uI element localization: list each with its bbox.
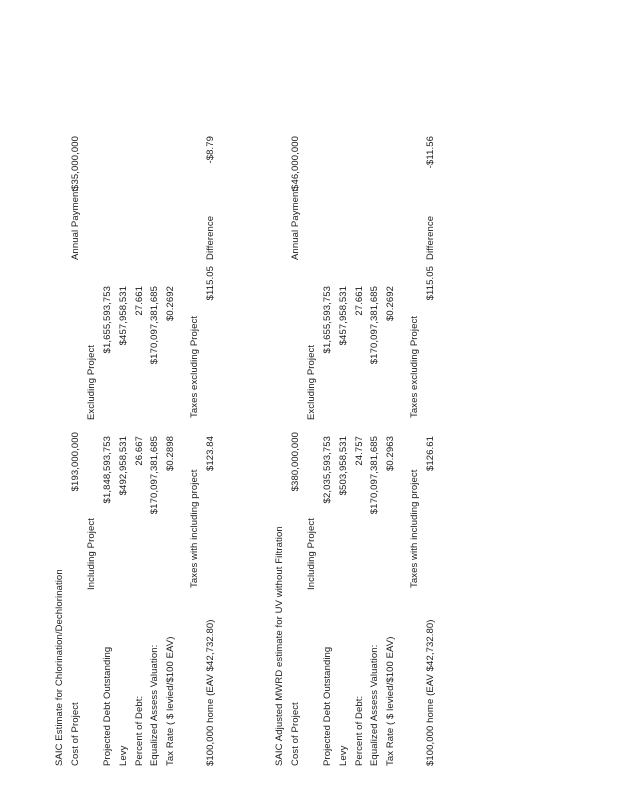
section1-home-label: $100,000 home (EAV $42,732.80) [205,619,216,766]
section2-row-excluding: $457,958,531 [338,286,349,346]
section2-row-excluding: $0.2692 [385,286,396,322]
section2-annual-payment-label: Annual Payment [290,188,301,260]
section2-row-label: Equalized Assess Valuation: [369,644,380,766]
section2-row-including: $170,097,381,685 [369,436,380,515]
section2-row-excluding: $1,655,593,753 [322,286,333,354]
section1-row-label: Equalized Assess Valuation: [149,644,160,766]
section1-row-including: $1,848,593,753 [102,436,113,504]
section1-annual-payment-value: $35,000,000 [70,136,81,190]
section2-row-excluding: 27.661 [354,286,365,316]
section2-home-label: $100,000 home (EAV $42,732.80) [425,619,436,766]
section1-row-including: 26.667 [134,436,145,466]
section1-row-excluding: $170,097,381,685 [149,286,160,365]
section2-taxes-excl-label: Taxes excluding Project [409,315,420,418]
section1-difference-label: Difference [205,215,216,260]
section2-difference-label: Difference [425,215,436,260]
section1-cost-value: $193,000,000 [70,432,81,492]
section1-row-excluding: $0.2692 [165,286,176,322]
section1-row-including: $170,097,381,685 [149,436,160,515]
section1-row-excluding: $1,655,593,753 [102,286,113,354]
section2-row-label: Tax Rate ( $ levied/$100 EAV) [385,636,396,766]
section2-cost-label: Cost of Project [290,702,301,766]
section2-difference-value: -$11.56 [425,136,436,169]
section1-taxes-excl-label: Taxes excluding Project [189,315,200,418]
section2-taxes-with-value: $126.61 [425,436,436,472]
section2-col-including: Including Project [306,518,317,590]
section1-difference-value: -$8.79 [205,136,216,164]
section1-row-label: Levy [118,745,129,766]
section2-taxes-with-label: Taxes with including project [409,469,420,588]
section1-row-excluding: 27.661 [134,286,145,316]
section2-row-label: Projected Debt Outstanding [322,646,333,766]
section2-row-label: Percent of Debt: [354,695,365,766]
section2-col-excluding: Excluding Project [306,344,317,420]
section1-taxes-with-value: $123.84 [205,436,216,472]
section2-title: SAIC Adjusted MWRD estimate for UV without Filtration [274,526,285,766]
section2-row-label: Levy [338,745,349,766]
section1-col-excluding: Excluding Project [86,344,97,420]
section1-row-including: $492,958,531 [118,436,129,496]
section2-row-excluding: $170,097,381,685 [369,286,380,365]
section1-row-excluding: $457,958,531 [118,286,129,346]
section2-row-including: $2,035,593,753 [322,436,333,504]
section1-cost-label: Cost of Project [70,702,81,766]
section1-taxes-excl-value: $115.05 [205,266,216,301]
section2-row-including: $0.2963 [385,436,396,472]
section1-row-label: Tax Rate ( $ levied/$100 EAV) [165,636,176,766]
section1-taxes-with-label: Taxes with including project [189,469,200,588]
section1-col-including: Including Project [86,518,97,590]
section1-title: SAIC Estimate for Chlorination/Dechlorination [54,569,65,766]
section2-annual-payment-value: $46,000,000 [290,136,301,190]
section1-annual-payment-label: Annual Payment [70,188,81,260]
section1-row-label: Projected Debt Outstanding [102,646,113,766]
section2-row-including: $503,958,531 [338,436,349,496]
section1-row-label: Percent of Debt: [134,695,145,766]
section2-row-including: 24.757 [354,436,365,466]
section1-row-including: $0.2898 [165,436,176,472]
section2-taxes-excl-value: $115.05 [425,266,436,301]
section2-cost-value: $380,000,000 [290,432,301,492]
